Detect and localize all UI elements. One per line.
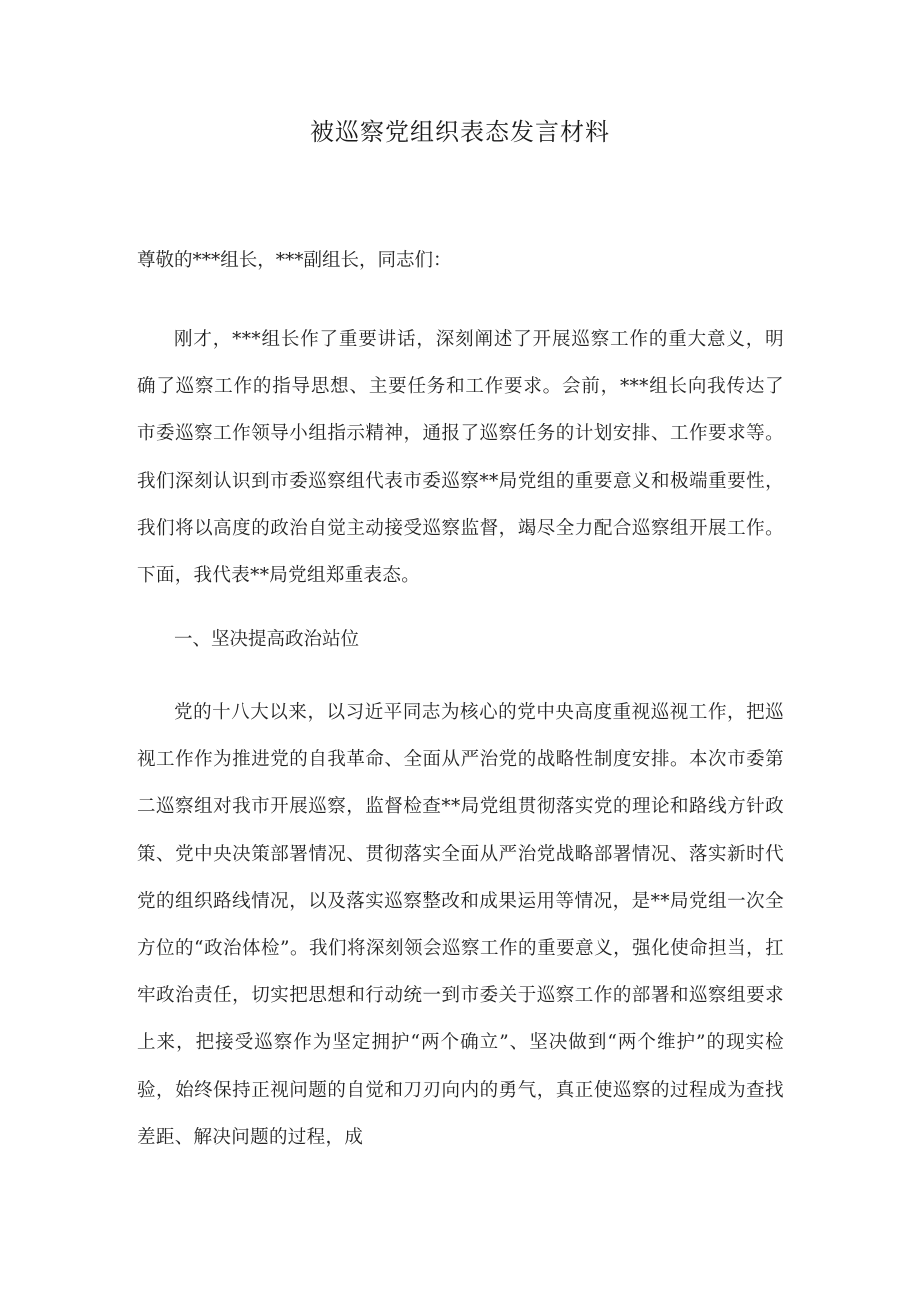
section-heading-1: 一、坚决提高政治站位 <box>174 629 360 650</box>
paragraph-opening: 刚才，***组长作了重要讲话，深刻阐述了开展巡察工作的重大意义，明确了巡察工作的指导思想、主要任务和工作要求。会前，***组长向我传达了市委巡察工作领导小组指示精神，通报了巡察任务的计划安排、工作要求等。我们深刻认识到市委巡察组代表市委巡察**局党组的重要意义和极端重要性，我们将以高度的政治自觉主动接受巡察监督，竭尽全力配合巡察组开展工作。下面，我代表**局党组郑重表态。 <box>137 329 784 587</box>
paragraph-political-stance: 党的十八大以来，以习近平同志为核心的党中央高度重视巡视工作，把巡视工作作为推进党的自我革命、全面从严治党的战略性制度安排。本次市委第二巡察组对我市开展巡察，监督检查**局党组贯彻落实党的理论和路线方针政策、党中央决策部署情况、贯彻落实全面从严治党战略部署情况、落实新时代党的组织路线情况，以及落实巡察整改和成果运用等情况，是**局党组一次全方位的“政治体检”。我们将深刻领会巡察工作的重要意义，强化使命担当，扛牢政治责任，切实把思想和行动统一到市委关于巡察工作的部署和巡察组要求上来，把接受巡察作为坚定拥护“两个确立”、坚决做到“两个维护”的现实检验，始终保持正视问题的自觉和刀刃向内的勇气，真正使巡察的过程成为查找差距、解决问题的过程，成 <box>137 702 784 1148</box>
salutation: 尊敬的***组长，***副组长，同志们： <box>137 250 452 271</box>
document-title: 被巡察党组织表态发言材料 <box>310 118 610 146</box>
